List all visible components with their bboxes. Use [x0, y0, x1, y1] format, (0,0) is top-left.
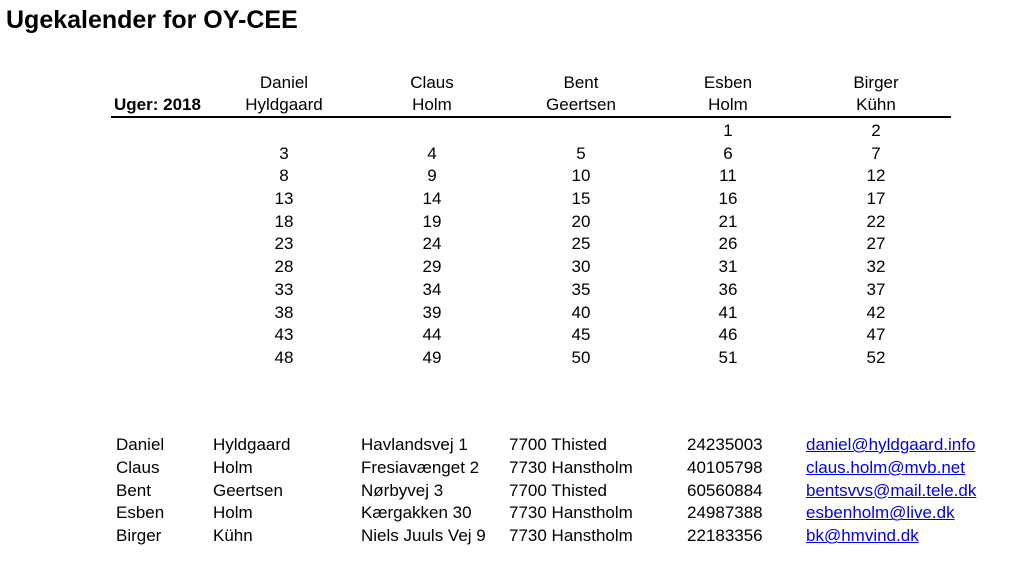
week-number-cell: 36: [718, 279, 738, 299]
contact-list: [116, 434, 996, 548]
contact-phone: 22183356: [687, 526, 763, 546]
table-row: [111, 256, 951, 279]
week-number-cell: 12: [866, 166, 886, 186]
first-name: Birger: [853, 73, 899, 92]
week-number-cell: 40: [571, 302, 591, 322]
week-number-cell: 43: [274, 325, 294, 345]
table-header: [111, 72, 951, 118]
table-row: [111, 211, 951, 234]
last-name: Hyldgaard: [245, 95, 323, 114]
last-name: Holm: [412, 95, 452, 114]
week-number-cell: 19: [422, 211, 442, 231]
week-number-cell: 34: [422, 279, 442, 299]
week-number-cell: 44: [422, 325, 442, 345]
contact-street: Niels Juuls Vej 9: [361, 526, 486, 546]
table-row: [111, 165, 951, 188]
contact-last-name: Holm: [213, 503, 253, 523]
week-number-cell: 2: [871, 121, 881, 140]
week-number-cell: 13: [274, 189, 294, 209]
first-name: Esben: [703, 73, 753, 92]
contact-city: 7700 Thisted: [509, 435, 607, 454]
week-number-cell: 25: [571, 234, 591, 254]
table-row: [111, 120, 951, 143]
week-number-cell: 22: [866, 211, 886, 231]
week-number-cell: 3: [279, 143, 289, 163]
week-number-cell: 42: [866, 302, 886, 322]
week-number-cell: 32: [866, 257, 886, 277]
last-name: Holm: [708, 95, 748, 114]
week-number-cell: 33: [274, 279, 294, 299]
week-number-cell: 52: [866, 347, 886, 367]
week-number-cell: 15: [571, 189, 591, 209]
week-number-cell: 24: [422, 234, 442, 254]
week-number-cell: 29: [422, 257, 442, 277]
contact-first-name: Birger: [116, 526, 162, 546]
week-number-cell: 4: [427, 143, 437, 163]
week-number-cell: 51: [718, 347, 738, 367]
week-number-cell: 8: [279, 166, 289, 186]
week-number-cell: 26: [718, 234, 738, 254]
contact-city: 7730 Hanstholm: [509, 457, 633, 477]
week-number-cell: 27: [866, 234, 886, 254]
contact-row: [116, 502, 996, 525]
contact-street: Kærgakken 30: [361, 503, 472, 523]
contact-street: Havlandsvej 1: [361, 435, 468, 454]
week-number-cell: 21: [718, 211, 738, 231]
table-row: [111, 347, 951, 370]
column-header: [654, 72, 802, 116]
contact-row: [116, 457, 996, 480]
contact-row: [116, 480, 996, 503]
week-number-cell: 30: [571, 257, 591, 277]
contact-email-link[interactable]: esbenholm@live.dk: [806, 503, 955, 523]
table-row: [111, 324, 951, 347]
week-number-cell: 1: [723, 121, 733, 140]
week-number-cell: 45: [571, 325, 591, 345]
contact-street: Fresiavænget 2: [361, 457, 480, 477]
week-number-cell: 35: [571, 279, 591, 299]
first-name: Claus: [410, 73, 454, 92]
week-number-cell: 11: [719, 166, 737, 186]
table-row: [111, 143, 951, 166]
week-number-cell: 39: [422, 302, 442, 322]
last-name: Geertsen: [546, 95, 616, 114]
contact-email-link[interactable]: daniel@hyldgaard.info: [806, 435, 976, 454]
table-row: [111, 302, 951, 325]
week-number-cell: 48: [274, 347, 294, 367]
week-number-cell: 41: [718, 302, 738, 322]
week-number-cell: 38: [274, 302, 294, 322]
week-number-cell: 10: [571, 166, 591, 186]
week-number-cell: 17: [866, 189, 886, 209]
week-number-cell: 18: [274, 211, 294, 231]
table-row: [111, 188, 951, 211]
contact-city: 7700 Thisted: [509, 480, 607, 500]
contact-first-name: Daniel: [116, 435, 165, 454]
contact-phone: 40105798: [687, 457, 763, 477]
contact-first-name: Claus: [116, 457, 160, 477]
week-number-cell: 47: [866, 325, 886, 345]
first-name: Bent: [563, 73, 599, 92]
week-number-cell: 16: [718, 189, 738, 209]
column-header: [507, 72, 655, 116]
week-number-cell: 20: [571, 211, 591, 231]
contact-email-link[interactable]: bk@hmvind.dk: [806, 526, 919, 546]
contact-phone: 24987388: [687, 503, 763, 523]
week-number-cell: 5: [576, 143, 586, 163]
year-label: Uger: 2018: [114, 95, 201, 114]
contact-city: 7730 Hanstholm: [509, 526, 633, 546]
contact-city: 7730 Hanstholm: [509, 503, 633, 523]
column-header: [358, 72, 506, 116]
contact-row: [116, 525, 996, 548]
table-row: [111, 279, 951, 302]
week-rows: [111, 118, 951, 370]
contact-last-name: Hyldgaard: [213, 435, 291, 454]
week-number-cell: 46: [718, 325, 738, 345]
first-name: Daniel: [259, 73, 309, 92]
week-number-cell: 6: [723, 143, 733, 163]
contact-last-name: Kühn: [213, 526, 253, 546]
contact-last-name: Holm: [213, 457, 253, 477]
table-row: [111, 233, 951, 256]
week-number-cell: 28: [274, 257, 294, 277]
contact-first-name: Esben: [116, 503, 165, 523]
contact-email-link[interactable]: claus.holm@mvb.net: [806, 457, 965, 477]
column-header: [210, 72, 358, 116]
page-title: Ugekalender for OY-CEE: [6, 6, 298, 34]
contact-street: Nørbyvej 3: [361, 480, 444, 500]
week-number-cell: 7: [871, 143, 881, 163]
contact-row: [116, 434, 996, 457]
week-number-cell: 31: [718, 257, 738, 277]
week-number-cell: 49: [422, 347, 442, 367]
column-header: [802, 72, 950, 116]
week-number-cell: 23: [274, 234, 294, 254]
week-number-cell: 9: [427, 166, 437, 186]
week-number-cell: 37: [866, 279, 886, 299]
contact-phone: 60560884: [687, 480, 763, 500]
contact-email-link[interactable]: bentsvvs@mail.tele.dk: [806, 480, 977, 500]
week-number-cell: 14: [422, 189, 442, 209]
contact-phone: 24235003: [687, 435, 763, 454]
week-number-cell: 50: [571, 347, 591, 367]
contact-last-name: Geertsen: [213, 480, 283, 500]
last-name: Kühn: [856, 95, 896, 114]
contact-first-name: Bent: [116, 480, 151, 500]
week-schedule-table: [111, 72, 951, 370]
